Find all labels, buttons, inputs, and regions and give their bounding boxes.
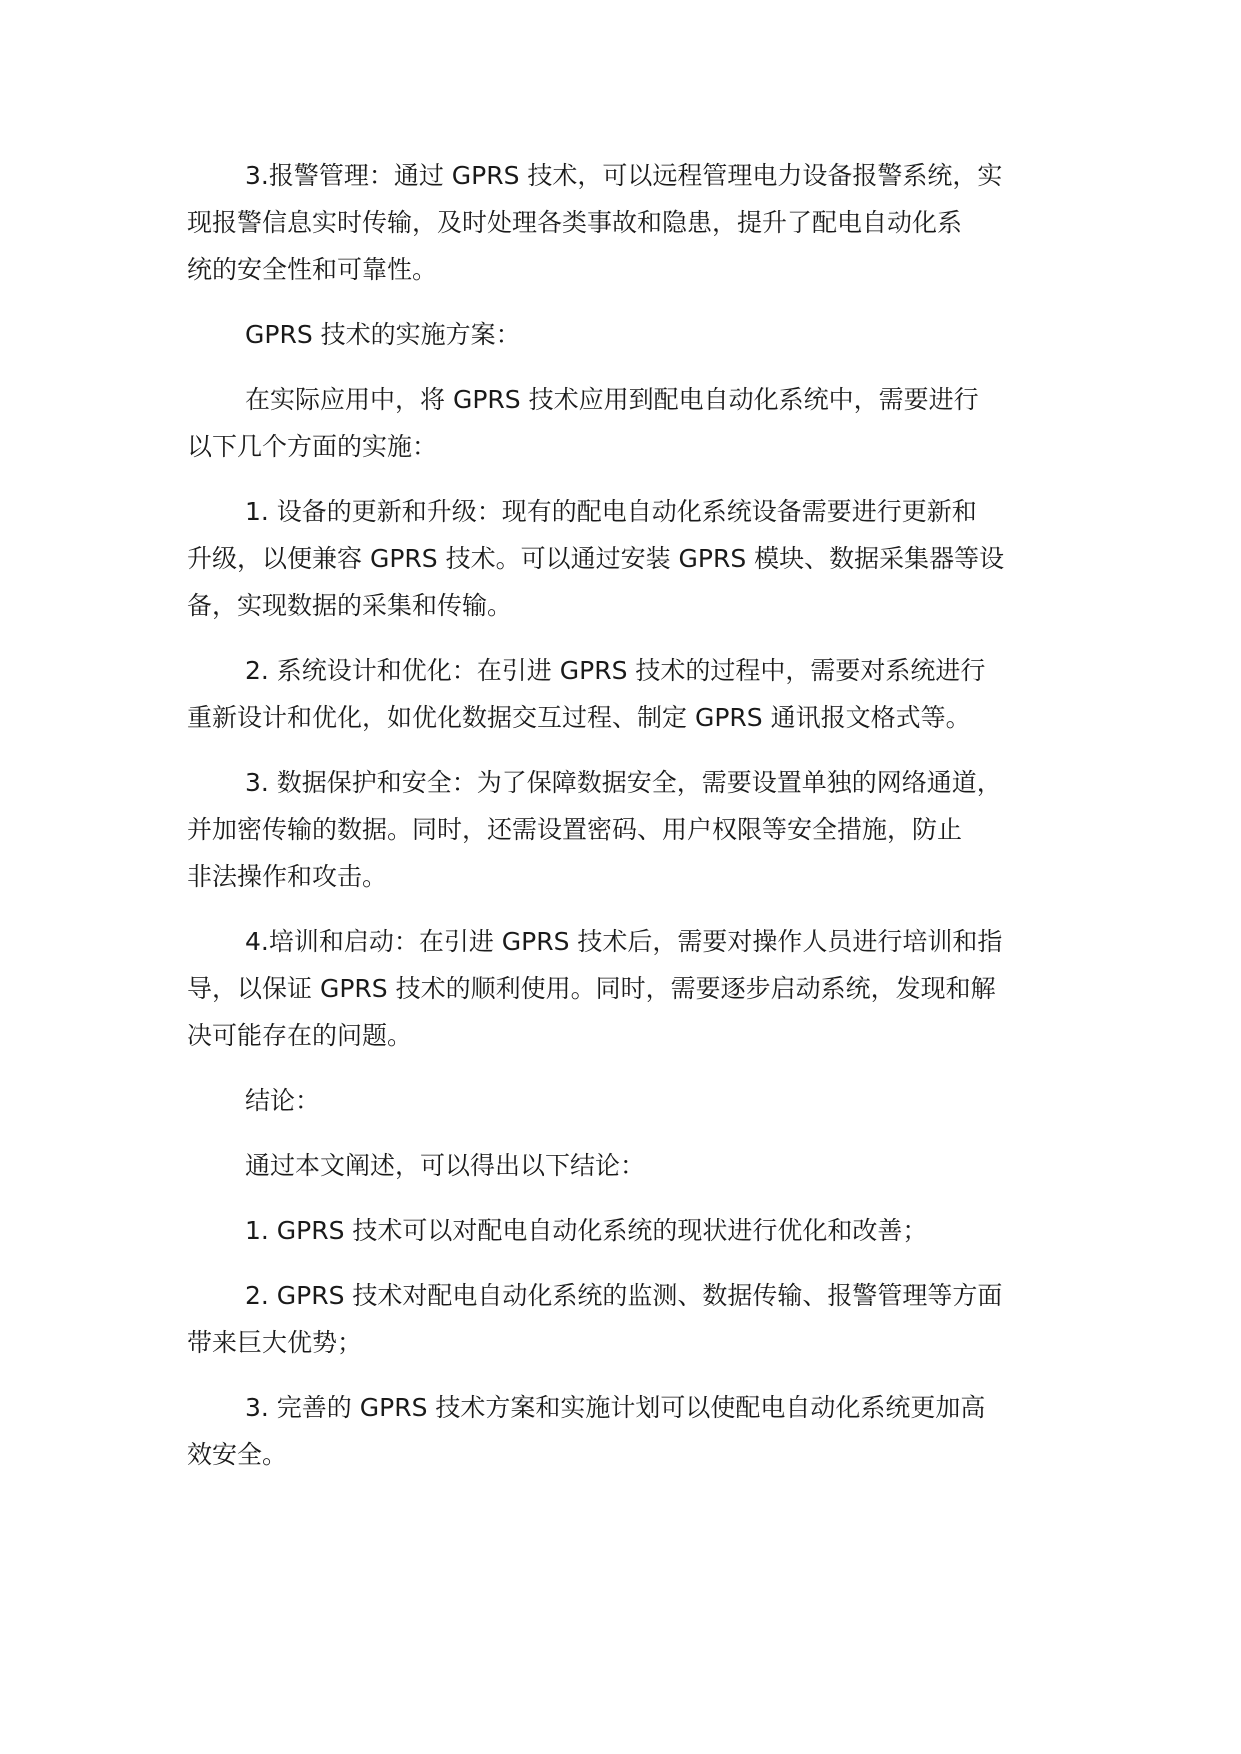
text-line: 3. 完善的 GPRS 技术方案和实施计划可以使配电自动化系统更加高 (245, 1393, 986, 1422)
paragraph-training (187, 918, 1087, 1059)
paragraph-alarm-management (187, 152, 1087, 293)
paragraph-conclusion-1 (187, 1207, 1087, 1254)
paragraph-system-design (187, 647, 1087, 741)
text-line: 通过本文阐述，可以得出以下结论： (245, 1151, 646, 1180)
paragraph-conclusion-3 (187, 1384, 1087, 1478)
section-heading-implementation (187, 311, 1087, 358)
text-line: 在实际应用中，将 GPRS 技术应用到配电自动化系统中，需要进行 (245, 385, 979, 414)
text-line: 1. GPRS 技术可以对配电自动化系统的现状进行优化和改善； (245, 1216, 928, 1245)
text-line: 导，以保证 GPRS 技术的顺利使用。同时，需要逐步启动系统，发现和解 (187, 974, 996, 1003)
text-line: 4.培训和启动：在引进 GPRS 技术后，需要对操作人员进行培训和指 (245, 927, 1003, 956)
section-heading-conclusion (187, 1077, 1087, 1124)
text-line: 效安全。 (187, 1440, 288, 1469)
paragraph-data-security (187, 759, 1087, 900)
paragraph-conclusion-intro (187, 1142, 1087, 1189)
text-line: 现报警信息实时传输，及时处理各类事故和隐患，提升了配电自动化系 (187, 208, 963, 237)
text-line: 备，实现数据的采集和传输。 (187, 591, 513, 620)
text-line: 以下几个方面的实施： (187, 432, 438, 461)
text-line: 3.报警管理：通过 GPRS 技术，可以远程管理电力设备报警系统，实 (245, 161, 1003, 190)
text-line: 决可能存在的问题。 (187, 1021, 413, 1050)
text-line: 2. 系统设计和优化：在引进 GPRS 技术的过程中，需要对系统进行 (245, 656, 986, 685)
paragraph-conclusion-2 (187, 1272, 1087, 1366)
text-line: 升级，以便兼容 GPRS 技术。可以通过安装 GPRS 模块、数据采集器等设 (187, 544, 1005, 573)
text-line: GPRS 技术的实施方案： (245, 320, 521, 349)
paragraph-implementation-intro (187, 376, 1087, 470)
paragraph-equipment-upgrade (187, 488, 1087, 629)
text-line: 统的安全性和可靠性。 (187, 255, 438, 284)
text-line: 重新设计和优化，如优化数据交互过程、制定 GPRS 通讯报文格式等。 (187, 703, 971, 732)
text-line: 3. 数据保护和安全：为了保障数据安全，需要设置单独的网络通道， (245, 768, 1002, 797)
text-line: 结论： (245, 1086, 321, 1115)
document-body (187, 152, 1087, 1496)
text-line: 带来巨大优势； (187, 1328, 363, 1357)
text-line: 非法操作和攻击。 (187, 862, 388, 891)
text-line: 1. 设备的更新和升级：现有的配电自动化系统设备需要进行更新和 (245, 497, 977, 526)
text-line: 2. GPRS 技术对配电自动化系统的监测、数据传输、报警管理等方面 (245, 1281, 1003, 1310)
text-line: 并加密传输的数据。同时，还需设置密码、用户权限等安全措施，防止 (187, 815, 963, 844)
